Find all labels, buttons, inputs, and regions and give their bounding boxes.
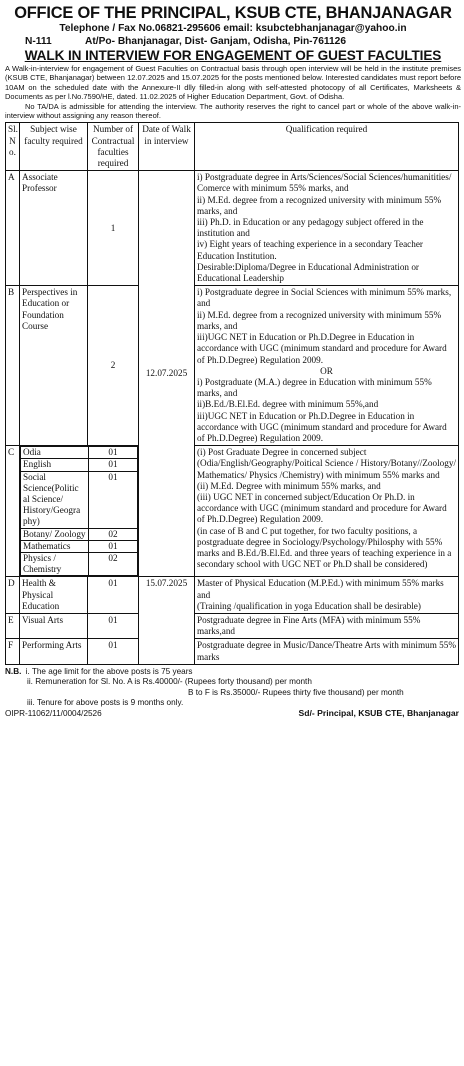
note-age-limit: i. The age limit for the above posts is 75 years bbox=[25, 666, 193, 676]
note-remuneration-b-f: B to F is Rs.35000/- Rupees thirty five thousand) per month bbox=[188, 687, 404, 697]
table-row bbox=[6, 639, 459, 664]
row-b-subject: Perspectives in Education or Foundation Course bbox=[20, 286, 88, 446]
date-12-07-cell: 12.07.2025 bbox=[139, 171, 195, 577]
subject-row bbox=[21, 540, 138, 552]
or-separator: OR bbox=[320, 365, 333, 376]
qualification-line: i) Postgraduate (M.A.) degree in Education with minimum 55% marks, and bbox=[197, 376, 432, 399]
principal-signature: Sd/- Principal, KSUB CTE, Bhanjanagar bbox=[298, 708, 459, 719]
subject-name: Botany/ Zoology bbox=[21, 528, 89, 540]
row-e-qualification: Postgraduate degree in Fine Arts (MFA) with minimum 55% marks,and bbox=[195, 613, 459, 638]
subject-row bbox=[21, 552, 138, 575]
table-row bbox=[6, 286, 459, 446]
qualification-line: (Training /qualification in yoga Education shall be desirable) bbox=[197, 600, 421, 611]
intro-paragraph: A Walk-in-interview for engagement of Guest Faculties on Contractual basis through open interview will be held in the institute premises (KSUB CTE, Bhanjanagar) between 12.07.2025 and 15.07.2025 for the posts mentioned below. Interested candidates must report before 10AM on the scheduled date with the Annexure-II dlly filled-in along with self-attested photocopy of all Certificates, Marksheets & Documents as per l.No.7590/HE, dated. 11.02.2025 of Higher Education Department, Govt. of Odisha. bbox=[5, 64, 461, 102]
intro-text bbox=[5, 64, 461, 120]
table-row bbox=[6, 171, 459, 286]
row-a-qualification bbox=[195, 171, 459, 286]
table-row bbox=[6, 613, 459, 638]
subject-row bbox=[21, 447, 138, 459]
notes-label: N.B. bbox=[5, 666, 22, 676]
subject-count: 01 bbox=[89, 447, 138, 459]
reference-number: N-111 bbox=[25, 36, 52, 47]
subject-count: 02 bbox=[89, 552, 138, 575]
subject-count: 02 bbox=[89, 528, 138, 540]
row-a-sl: A bbox=[6, 171, 20, 286]
qualification-line: iii)UGC NET in Education or Ph.D.Degree in Education in accordance with UGC (minimum standard and procedure for Award of Ph.D.Degree) Regulation 2009. bbox=[197, 332, 447, 365]
header-date: Date of Walk in interview bbox=[139, 123, 195, 171]
qualification-line: (in case of B and C put together, for two faculty positions, a postgraduate degree in Sociology/Psychology/Philosphy with 55% marks and B.Ed./B.El.Ed. and three years of teaching experience in a secondary school with UGC NET or Ph.D shall be considered) bbox=[197, 525, 452, 570]
address-text: At/Po- Bhanjanagar, Dist- Ganjam, Odisha, Pin-761126 bbox=[85, 36, 346, 47]
row-f-subject: Performing Arts bbox=[20, 639, 88, 664]
footer bbox=[5, 708, 461, 719]
qualification-line: iii) Ph.D. in Education or any pedagogy subject offered in the institution and bbox=[197, 217, 424, 239]
row-d-number: 01 bbox=[88, 577, 139, 614]
table-row bbox=[6, 577, 459, 614]
row-c-subjects bbox=[20, 446, 139, 577]
intro-paragraph-tada: No TA/DA is admissible for attending the interview. The authority reserves the right to cancel part or whole of the above walk-in-interview without assigning any reason thereof. bbox=[5, 101, 461, 121]
subject-subtable bbox=[20, 446, 138, 576]
qualification-line: iii)UGC NET in Education or Ph.D.Degree in Education in accordance with UGC (minimum standard and procedure for Award of Ph.D.Degree) Regulation 2009. bbox=[197, 410, 447, 443]
qualification-line: Desirable:Diploma/Degree in Educational Administration or Educational Leadership bbox=[197, 261, 419, 284]
subject-name: Odia bbox=[21, 447, 89, 459]
row-d-qualification bbox=[195, 577, 459, 614]
subject-row bbox=[21, 459, 138, 471]
note-line bbox=[5, 667, 461, 677]
faculty-table bbox=[5, 122, 459, 664]
qualification-line: i) Postgraduate degree in Arts/Sciences/Social Sciences/humanitities/ Comerce with minimum 55% marks, and bbox=[197, 172, 452, 194]
telephone-line: Telephone / Fax No.06821-295606 email: ksubctebhanjanagar@yahoo.in bbox=[59, 23, 407, 34]
subject-name: Mathematics bbox=[21, 540, 89, 552]
qualification-line: iv) Eight years of teaching experience in a secondary Teacher Education Institution. bbox=[197, 239, 423, 261]
notes-block bbox=[5, 667, 461, 709]
subject-count: 01 bbox=[89, 459, 138, 471]
note-tenure: iii. Tenure for above posts is 9 months only. bbox=[27, 698, 184, 707]
subject-row bbox=[21, 528, 138, 540]
qualification-line: i) Postgraduate degree in Social Sciences with minimum 55% marks, and bbox=[197, 287, 452, 309]
qualification-line: Master of Physical Education (M.P.Ed.) with minimum 55% marks and bbox=[197, 578, 444, 600]
row-a-number: 1 bbox=[88, 171, 139, 286]
qualification-line: ii) M.Ed. degree from a recognized university with minimum 55% marks, and bbox=[197, 194, 442, 216]
table-header-row bbox=[6, 123, 459, 171]
row-d-sl: D bbox=[6, 577, 20, 614]
row-c-qualification bbox=[195, 446, 459, 577]
row-b-number: 2 bbox=[88, 286, 139, 446]
qualification-line: ii)B.Ed./B.El.Ed. degree with minimum 55%,and bbox=[197, 399, 379, 410]
subject-name: Physics / Chemistry bbox=[21, 552, 89, 575]
qualification-line: (iii) UGC NET in concerned subject/Education Or Ph.D. in accordance with UGC (minimum standard and procedure for Award of Ph.D.Degree) Regulation 2009. bbox=[197, 491, 447, 525]
row-c-sl: C bbox=[6, 446, 20, 577]
oipr-number: OIPR-11062/11/0004/2526 bbox=[5, 709, 102, 719]
qualification-line: ii) M.Ed. degree from a recognized university with minimum 55% marks, and bbox=[197, 309, 442, 331]
note-remuneration-a: ii. Remuneration for Sl. No. A is Rs.40000/- (Rupees forty thousand) per month bbox=[27, 677, 312, 687]
subject-count: 01 bbox=[89, 540, 138, 552]
qualification-line: (ii) M.Ed. Degree with minimum 55% marks, and bbox=[197, 480, 381, 491]
date-15-07-cell: 15.07.2025 bbox=[139, 577, 195, 664]
row-d-subject: Health & Physical Education bbox=[20, 577, 88, 614]
row-e-subject: Visual Arts bbox=[20, 613, 88, 638]
subject-name: Social Science(Politic al Science/ History/Geogra phy) bbox=[21, 471, 89, 528]
notice-title: WALK IN INTERVIEW FOR ENGAGEMENT OF GUEST FACULTIES bbox=[24, 48, 442, 63]
header-subject: Subject wise faculty required bbox=[20, 123, 88, 171]
office-heading: OFFICE OF THE PRINCIPAL, KSUB CTE, BHANJANAGAR bbox=[14, 4, 452, 22]
subject-name: English bbox=[21, 459, 89, 471]
header-sl-no: Sl. N o. bbox=[6, 123, 20, 171]
subject-row bbox=[21, 471, 138, 528]
row-a-subject: Associate Professor bbox=[20, 171, 88, 286]
row-e-number: 01 bbox=[88, 613, 139, 638]
row-b-qualification bbox=[195, 286, 459, 446]
qualification-line: (i) Post Graduate Degree in concerned subject (Odia/English/Geography/Poitical Science / History/Botany//Zoology/ Mathematics/ Physics /Chemistry) with minimum 55% marks and bbox=[197, 447, 456, 480]
header-number: Number of Contractual faculties required bbox=[88, 123, 139, 171]
row-f-number: 01 bbox=[88, 639, 139, 664]
row-e-sl: E bbox=[6, 613, 20, 638]
row-f-qualification: Postgraduate degree in Music/Dance/Theatre Arts with minimum 55% marks bbox=[195, 639, 459, 664]
row-b-sl: B bbox=[6, 286, 20, 446]
table-row bbox=[6, 446, 459, 577]
address-row bbox=[5, 35, 461, 48]
header-qualification: Qualification required bbox=[195, 123, 459, 171]
subject-count: 01 bbox=[89, 471, 138, 528]
row-f-sl: F bbox=[6, 639, 20, 664]
